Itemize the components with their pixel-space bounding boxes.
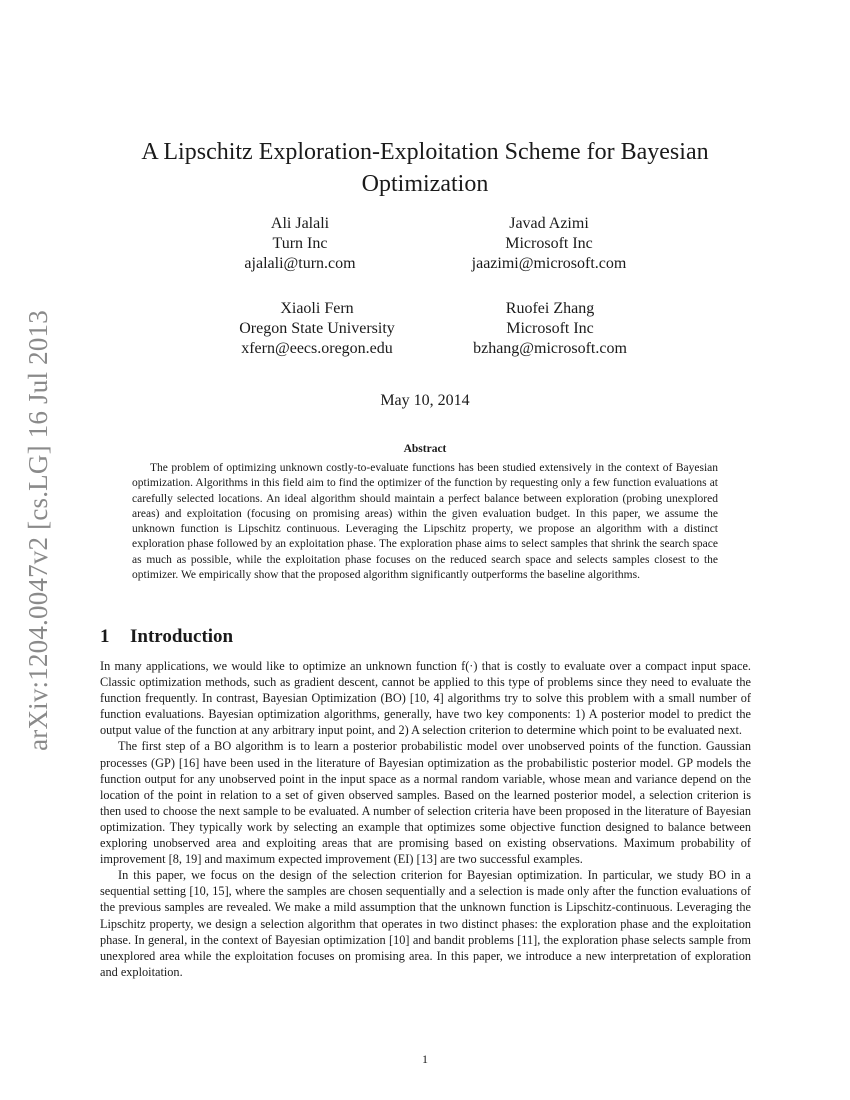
body-paragraph: In this paper, we focus on the design of the selection criterion for Bayesian optimization. In particular, we study BO in a sequential setting [10, 15], where the samples are chosen sequentially and a selection is made only after the function evaluations of the previous samples are revealed. We make a mild assumption that the unknown function is Lipschitz-continuous. Leveraging the Lipschitz property, we design a selection algorithm that operates in two distinct phases: the exploration phase and the exploitation phase. In general, in the context of Bayesian optimization [10] and bandit problems [11], the exploration phase selects sample from unexplored area while the exploitation focuses on promising area. In this paper, we introduce a new interpretation of exploration and exploitation.	[100, 868, 751, 979]
abstract-heading: Abstract	[403, 443, 447, 455]
body-paragraph: The first step of a BO algorithm is to learn a posterior probabilistic model over unobserved points of the function. Gaussian processes (GP) [16] have been used in the literature of Bayesian optimization as the probabilistic posterior model. GP models the function output for any unobserved point in the input space as a normal random variable, whose mean and variance depend on the location of the point in relation to a set of given observed samples. Based on the learned posterior model, a selection criterion is then used to choose the next sample to be evaluated. A number of selection criteria have been proposed in the literature of Bayesian optimization. They typically work by selecting an example that optimizes some objective function designed to balance between exploring unobserved area and exploiting areas that are promising based on existing observations. Maximum probability of improvement [8, 19] and maximum expected improvement (EI) [13] are two successful examples.	[100, 739, 751, 867]
paper-date: May 10, 2014	[380, 392, 470, 409]
author-email: jaazimi@microsoft.com	[471, 255, 627, 272]
section-number: 1	[100, 626, 110, 647]
section-heading	[100, 625, 233, 649]
author-affiliation: Microsoft Inc	[506, 320, 594, 337]
author-name: Ali Jalali	[270, 215, 330, 232]
arxiv-stamp-text: arXiv:1204.0047v2 [cs.LG] 16 Jul 2013	[22, 309, 53, 751]
author-affiliation: Oregon State University	[239, 320, 395, 337]
author-block	[197, 299, 437, 359]
page-number: 1	[422, 1052, 428, 1066]
paper-title: A Lipschitz Exploration-Exploitation Scheme for Bayesian Optimization	[141, 139, 709, 197]
author-email: ajalali@turn.com	[244, 255, 356, 272]
author-name: Xiaoli Fern	[280, 300, 354, 317]
section-body	[100, 658, 751, 980]
arxiv-stamp	[20, 285, 56, 775]
abstract-text: The problem of optimizing unknown costly-to-evaluate functions has been studied extensively in the context of Bayesian optimization. Algorithms in this field aim to find the optimizer of the function by requesting only a few function evaluations at carefully selected locations. An ideal algorithm should maintain a perfect balance between exploration (probing unexplored areas) and exploitation (focusing on promising areas) within the given evaluation budget. In this paper, we assume the unknown function is Lipschitz continuous. Leveraging the Lipschitz property, we propose an algorithm with a distinct exploration phase followed by an exploitation phase. The exploration phase aims to select samples that shrink the search space as much as possible, while the exploitation phase focuses on the reduced search space and selects samples closest to the optimizer. We empirically show that the proposed algorithm significantly outperforms the baseline algorithms.	[132, 462, 718, 581]
author-affiliation: Turn Inc	[272, 235, 328, 252]
body-paragraph: In many applications, we would like to optimize an unknown function f(·) that is costly to evaluate over a compact input space. Classic optimization methods, such as gradient descent, cannot be applied to this type of problems since they need to evaluate the function frequently. In contrast, Bayesian Optimization (BO) [10, 4] algorithms try to solve this problem with a small number of function evaluations. Bayesian optimization algorithms, generally, have two key components: 1) A posterior model to predict the output value of the function at any arbitrary input point, and 2) A selection criterion to determine which point to be evaluated next.	[100, 659, 751, 738]
author-name: Ruofei Zhang	[505, 300, 595, 317]
author-block	[430, 299, 670, 359]
author-block	[180, 214, 420, 274]
author-email: bzhang@microsoft.com	[473, 340, 627, 357]
author-affiliation: Microsoft Inc	[505, 235, 593, 252]
author-email: xfern@eecs.oregon.edu	[241, 340, 393, 357]
author-block	[429, 214, 669, 274]
author-name: Javad Azimi	[509, 215, 589, 232]
section-title: Introduction	[130, 626, 234, 647]
